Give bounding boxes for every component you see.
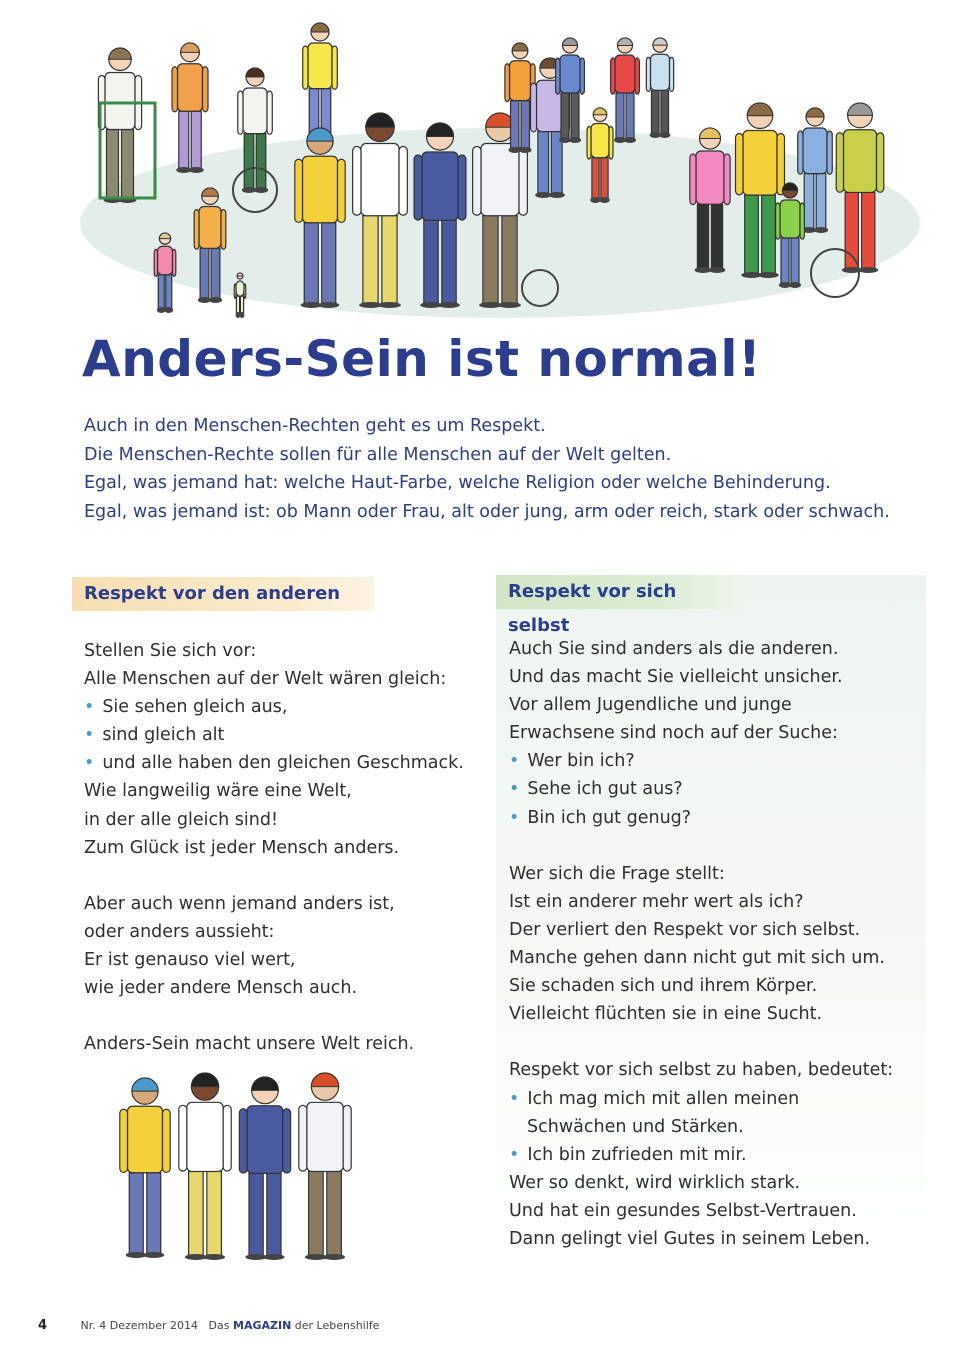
paragraph-gap (509, 832, 929, 860)
text-line: Erwachsene sind noch auf der Suche: (509, 723, 838, 744)
list-item: • sind gleich alt (84, 721, 484, 749)
paragraph-gap (84, 862, 484, 890)
intro-line: Auch in den Menschen-Rechten geht es um Respekt. (84, 416, 546, 436)
text-line: Respekt vor sich selbst zu haben, bedeutet: (509, 1060, 894, 1081)
list-item: • Sie sehen gleich aus, (84, 693, 484, 721)
text-line: Und hat ein gesundes Selbst-Vertrauen. (509, 1200, 857, 1221)
issue-info: Nr. 4 Dezember 2014 (80, 1319, 199, 1332)
people-group-illustration (70, 18, 920, 318)
list-item: • Bin ich gut genug? (509, 804, 929, 832)
person-figure (299, 1073, 351, 1260)
list-item: • Wer bin ich? (509, 747, 929, 775)
intro-line: Die Menschen-Rechte sollen für alle Menschen auf der Welt gelten. (84, 444, 672, 465)
person-figure (611, 38, 640, 143)
text-line: Wie langweilig wäre eine Welt, (84, 781, 352, 802)
text-line: Dann gelingt viel Gutes in seinem Leben. (509, 1228, 871, 1249)
text-line: Aber auch wenn jemand anders ist, (84, 893, 395, 914)
right-column-text (509, 635, 929, 1253)
text-line: Sie schaden sich und ihrem Körper. (509, 976, 818, 997)
text-line: Stellen Sie sich vor: (84, 641, 257, 661)
list-item: • und alle haben den gleichen Geschmack. (84, 749, 484, 777)
text-line: Der verliert den Respekt vor sich selbst. (509, 919, 861, 940)
text-line: Vielleicht flüchten sie in eine Sucht. (509, 1004, 823, 1025)
text-line: Wer so denkt, wird wirklich stark. (509, 1172, 801, 1193)
section-heading-respect-others: Respekt vor den anderen (72, 577, 374, 611)
left-column-text (84, 637, 484, 1058)
text-line: Wer sich die Frage stellt: (509, 863, 725, 884)
person-figure (646, 38, 673, 138)
page-footer (38, 1318, 379, 1333)
text-line: Zum Glück ist jeder Mensch anders. (84, 837, 400, 858)
text-line: Vor allem Jugendliche und junge (509, 695, 792, 716)
person-figure (120, 1078, 170, 1258)
person-figure (172, 43, 208, 173)
text-line: in der alle gleich sind! (84, 809, 278, 830)
text-line: Und das macht Sie vielleicht unsicher. (509, 667, 843, 688)
person-figure (239, 1077, 290, 1260)
page-title: Anders-Sein ist normal! (82, 330, 762, 388)
intro-line: Egal, was jemand ist: ob Mann oder Frau, alt oder jung, arm oder reich, stark oder schwach. (84, 501, 890, 522)
list-item-continuation: Schwächen und Stärken. (527, 1116, 744, 1137)
list-item: • Ich bin zufrieden mit mir. (509, 1141, 929, 1169)
magazine-suffix: der Lebenshilfe (294, 1319, 380, 1332)
intro-text (84, 412, 944, 526)
magazine-prefix: Das (208, 1319, 230, 1332)
text-line: oder anders aussieht: (84, 921, 275, 942)
section-heading-self-respect: Respekt vor sich selbst (496, 575, 742, 609)
text-line: Alle Menschen auf der Welt wären gleich: (84, 669, 447, 690)
paragraph-gap (509, 1028, 929, 1056)
list-item: • Sehe ich gut aus? (509, 775, 929, 803)
four-people-illustration (110, 1065, 360, 1265)
text-line: Ist ein anderer mehr wert als ich? (509, 891, 804, 912)
text-line: Manche gehen dann nicht gut mit sich um. (509, 948, 885, 969)
list-item: • Ich mag mich mit allen meinen (509, 1085, 929, 1113)
page-number: 4 (38, 1318, 48, 1333)
intro-line: Egal, was jemand hat: welche Haut-Farbe, welche Religion oder welche Behinderung. (84, 473, 831, 493)
text-line: Er ist genauso viel wert, (84, 950, 296, 971)
text-line: Anders-Sein macht unsere Welt reich. (84, 1034, 415, 1055)
text-line: wie jeder andere Mensch auch. (84, 978, 358, 999)
paragraph-gap (84, 1002, 484, 1030)
person-figure (179, 1073, 231, 1260)
text-line: Auch Sie sind anders als die anderen. (509, 639, 839, 659)
magazine-name: MAGAZIN (233, 1319, 292, 1332)
